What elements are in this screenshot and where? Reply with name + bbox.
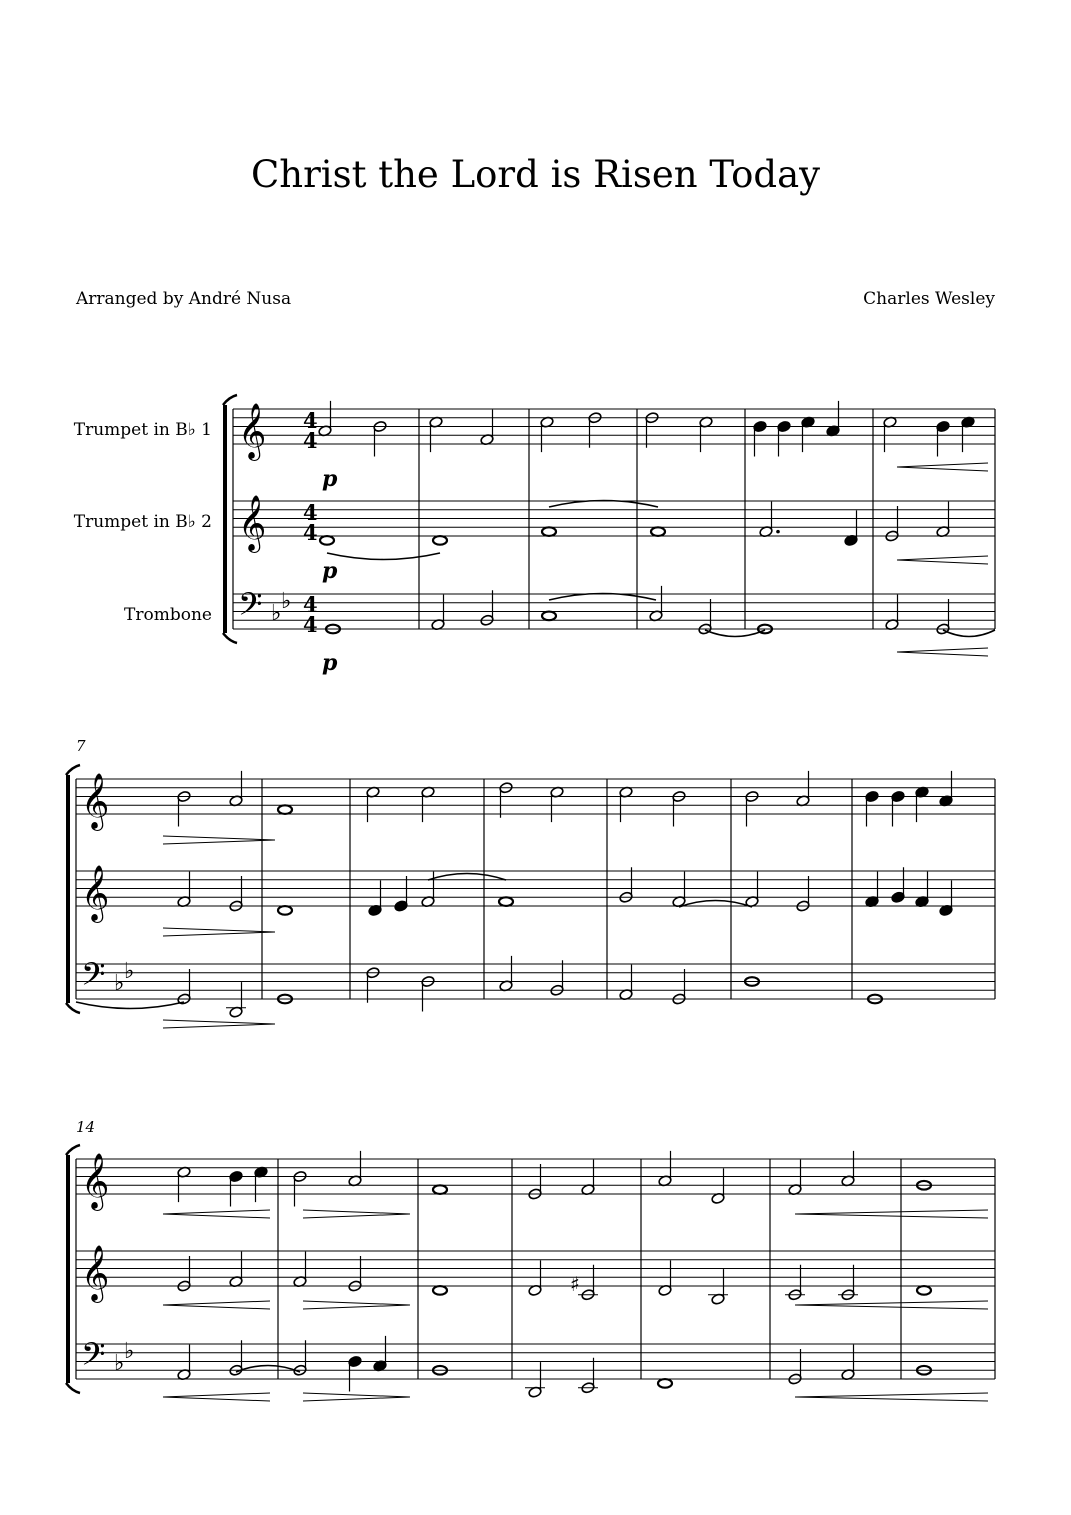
note-head — [542, 612, 556, 621]
treble-clef-icon: 𝄞 — [238, 403, 267, 459]
crescendo-hairpin — [163, 1397, 270, 1401]
notation-layer — [66, 395, 995, 1401]
decrescendo-hairpin — [163, 928, 275, 932]
system-bracket — [223, 405, 227, 633]
crescendo-hairpin — [163, 1210, 270, 1214]
decrescendo-hairpin — [303, 1210, 410, 1214]
crescendo-hairpin — [795, 1397, 988, 1401]
tie — [428, 874, 506, 881]
sharp-icon: ♯ — [570, 1272, 580, 1296]
crescendo-hairpin — [163, 1214, 270, 1218]
crescendo-hairpin — [163, 1301, 270, 1305]
decrescendo-hairpin — [163, 1020, 275, 1024]
note-head — [320, 536, 334, 545]
treble-clef-icon: 𝄞 — [81, 865, 110, 921]
system-bracket — [223, 395, 237, 405]
augmentation-dot — [776, 530, 780, 534]
tie — [705, 630, 765, 637]
measure-number-7: 7 — [76, 737, 86, 755]
dynamic-marking: p — [322, 650, 338, 676]
decrescendo-hairpin — [163, 840, 275, 844]
crescendo-hairpin — [795, 1393, 988, 1397]
note-head — [542, 527, 556, 536]
time-signature-bottom: 4 — [303, 520, 318, 545]
flat-icon: ♭ — [114, 1351, 125, 1376]
system-bracket — [66, 1145, 80, 1155]
time-signature-bottom: 4 — [303, 612, 318, 637]
treble-clef-icon: 𝄞 — [81, 1153, 110, 1209]
crescendo-hairpin — [897, 648, 988, 652]
decrescendo-hairpin — [303, 1397, 410, 1401]
note-head — [433, 1185, 447, 1194]
decrescendo-hairpin — [303, 1301, 410, 1305]
arranger-credit: Arranged by André Nusa — [76, 289, 292, 309]
tie — [76, 1002, 184, 1009]
note-head — [433, 536, 447, 545]
decrescendo-hairpin — [163, 836, 275, 840]
crescendo-hairpin — [897, 463, 988, 467]
note-head — [433, 1286, 447, 1295]
time-signature-top: 4 — [303, 500, 318, 525]
system-bracket — [66, 1383, 80, 1393]
part-label-trumpet-1: Trumpet in B♭ 1 — [73, 420, 212, 440]
treble-clef-icon: 𝄞 — [238, 495, 267, 551]
decrescendo-hairpin — [163, 1024, 275, 1028]
part-label-trumpet-2: Trumpet in B♭ 2 — [73, 512, 212, 532]
treble-clef-icon: 𝄞 — [81, 1245, 110, 1301]
system-bracket — [66, 775, 70, 1003]
tie — [943, 630, 995, 637]
flat-icon: ♭ — [124, 1339, 135, 1364]
tie — [236, 1366, 300, 1373]
time-signature-top: 4 — [303, 408, 318, 433]
crescendo-hairpin — [795, 1210, 988, 1214]
system-bracket — [66, 1155, 70, 1383]
bass-clef-icon: 𝄢 — [238, 586, 263, 630]
note-head — [278, 906, 292, 915]
crescendo-hairpin — [897, 556, 988, 560]
system-bracket — [223, 633, 237, 643]
crescendo-hairpin — [897, 560, 988, 564]
decrescendo-hairpin — [303, 1214, 410, 1218]
measure-number-14: 14 — [76, 1118, 96, 1136]
note-head — [651, 527, 665, 536]
crescendo-hairpin — [163, 1305, 270, 1309]
time-signature-top: 4 — [303, 592, 318, 617]
flat-icon: ♭ — [271, 601, 282, 626]
part-label-trombone: Trombone — [124, 605, 212, 625]
composer-credit: Charles Wesley — [863, 289, 995, 309]
decrescendo-hairpin — [163, 932, 275, 936]
time-signature-bottom: 4 — [303, 428, 318, 453]
decrescendo-hairpin — [303, 1305, 410, 1309]
system-bracket — [66, 1003, 80, 1013]
tie — [327, 553, 440, 560]
flat-icon: ♭ — [114, 971, 125, 996]
decrescendo-hairpin — [303, 1393, 410, 1397]
score-title: Christ the Lord is Risen Today — [250, 153, 821, 196]
note-head — [658, 1379, 672, 1388]
crescendo-hairpin — [163, 1393, 270, 1397]
crescendo-hairpin — [795, 1214, 988, 1218]
flat-icon: ♭ — [281, 589, 292, 614]
note-head — [917, 1286, 931, 1295]
bass-clef-icon: 𝄢 — [81, 1336, 106, 1380]
treble-clef-icon: 𝄞 — [81, 773, 110, 829]
system-bracket — [66, 765, 80, 775]
note-head — [278, 805, 292, 814]
bass-clef-icon: 𝄢 — [81, 956, 106, 1000]
crescendo-hairpin — [897, 467, 988, 471]
crescendo-hairpin — [795, 1305, 988, 1309]
crescendo-hairpin — [897, 652, 988, 656]
dynamic-marking: p — [322, 558, 338, 584]
dynamic-marking: p — [322, 466, 338, 492]
flat-icon: ♭ — [124, 959, 135, 984]
note-head — [499, 897, 513, 906]
crescendo-hairpin — [795, 1301, 988, 1305]
